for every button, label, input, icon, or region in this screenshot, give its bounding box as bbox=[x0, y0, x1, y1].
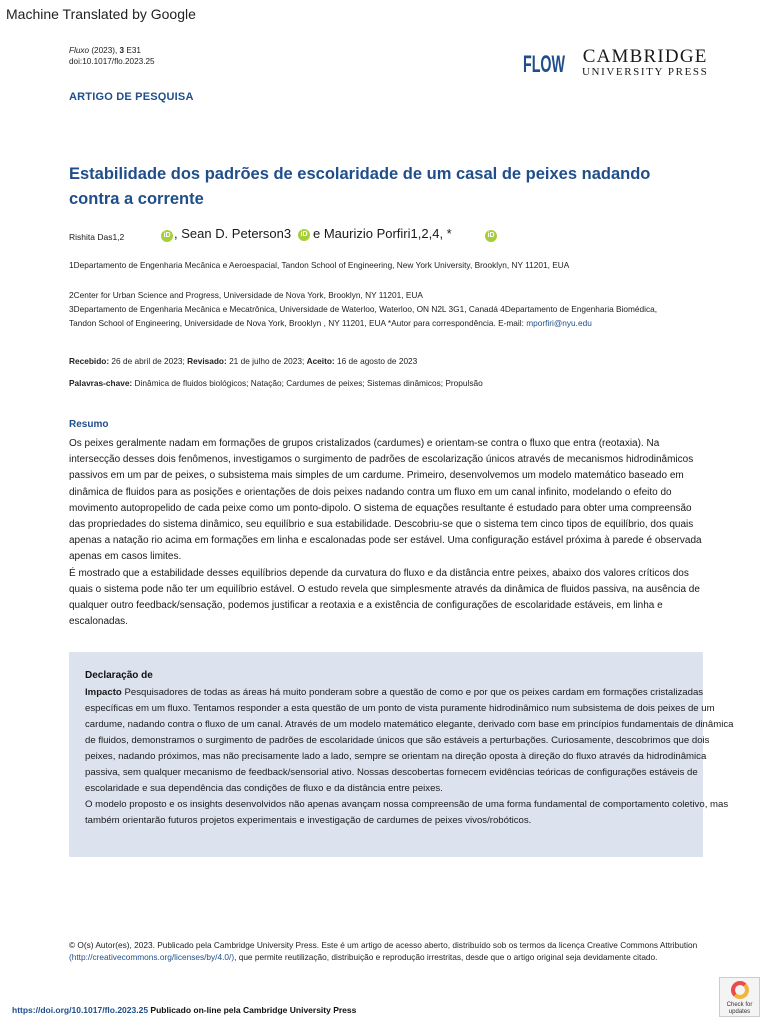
flow-journal-logo bbox=[522, 46, 566, 78]
doi-link[interactable]: https://doi.org/10.1017/flo.2023.25 bbox=[12, 1005, 149, 1015]
affiliation-3 bbox=[69, 302, 669, 330]
journal-name: Fluxo bbox=[69, 46, 90, 55]
revised-label: Revisado: bbox=[187, 356, 227, 366]
impact-heading: Declaração de bbox=[85, 670, 153, 681]
received-date: 26 de abril de 2023; bbox=[111, 356, 185, 366]
journal-volume: 3 bbox=[119, 46, 125, 55]
impact-statement-box bbox=[69, 652, 734, 857]
check-for-updates-button[interactable] bbox=[719, 977, 760, 1017]
orcid-icon[interactable]: iD bbox=[485, 230, 497, 242]
journal-info bbox=[69, 45, 155, 67]
article-title: Estabilidade dos padrões de escolaridade de um casal de peixes nadando contra a corrente bbox=[69, 165, 651, 208]
impact-text: Pesquisadores de todas as áreas há muito ponderam sobre a questão de como e por que os peixes cardam em formações cristalizadas específicas em um fluxo. Tentamos responder a esta questão de um ponto de vista puramente hidrodinâmico num subsistema de dois peixes de um cardume, nadando contra o fluxo de um canal. Através de um modelo matemático elegante, derivado com base em princípios fundamentais de dinâmica de fluidos, demonstramos o surgimento de padrões de escolaridade únicos que são estáveis a perturbações. Curiosamente, descobrimos que dois peixes, nadando próximos, mas não precisamente lado a lado, sempre se orientam na direção oposta à direção do fluxo através da hidrodinâmica passiva, sem qualquer mecanismo de feedback/sensorial ativo. Nossas descobertas fornecem evidências teóricas de configurações estáveis de escolaridade e sua dependência das condições de fluxo e da distância entre peixes. bbox=[85, 687, 734, 794]
license-text-end: , que permite reutilização, distribuição e reprodução irrestritas, desde que o artigo original seja devidamente citado. bbox=[234, 951, 658, 962]
keywords-label: Palavras-chave: bbox=[69, 378, 133, 388]
author-1: Rishita Das1,2 bbox=[69, 232, 125, 242]
journal-doi: doi:10.1017/flo.2023.25 bbox=[69, 57, 155, 66]
crossmark-icon bbox=[731, 981, 749, 999]
cambridge-logo bbox=[582, 47, 708, 78]
cambridge-logo-text: CAMBRIDGE bbox=[582, 46, 708, 67]
abstract-body bbox=[69, 436, 705, 630]
abstract-heading: Resumo bbox=[69, 419, 109, 430]
revised-date: 21 de julho de 2023; bbox=[229, 356, 305, 366]
impact-body bbox=[85, 685, 741, 829]
flow-logo-text: FLOW bbox=[523, 51, 566, 78]
abstract-paragraph: Os peixes geralmente nadam em formações de grupos cristalizados (cardumes) e orientam-se contra o fluxo que entra (reotaxia). Na intersecção desses dois fenômenos, investigamos o surgimento de padrões de escolarização únicos através de mecanismos hidrodinâmicos passivos em um par de peixes, o subsistema mais simples de um cardume. Primeiro, desenvolvemos um modelo matemático baseado em dinâmica de fluidos para as posições e orientações de dois peixes nadando contra um fluxo em um canal infinito, modelando o efeito do movimento autopropelido de cada peixe como um ponto-dipolo. O sistema de equações resultante é estudado para obter uma compreensão das propriedades do sistema dinâmico, seu equilíbrio e sua estabilidade. Descobriu-se que o sistema tem cinco tipos de equilíbrio, dos quais apenas a natação rio acima em formações em linha e escalonadas pode ser estável. Uma configuração estável próxima à parede é observada apenas em casos limites. bbox=[69, 438, 702, 563]
footer-text: Publicado on-line pela Cambridge University Press bbox=[150, 1005, 357, 1015]
license-link[interactable]: (http://creativecommons.org/licenses/by/4.0/) bbox=[69, 951, 235, 962]
author-list bbox=[69, 226, 709, 246]
journal-citation bbox=[69, 45, 155, 56]
check-for-updates-line2: updates bbox=[728, 1008, 751, 1015]
impact-text-2: O modelo proposto e os insights desenvolvidos não apenas avançam nossa compreensão de uma forma fundamental de comportamento coletivo, mas também orientarão futuros projetos experimentais e investigação de cardumes de peixes vivos/robóticos. bbox=[85, 799, 729, 826]
orcid-icon[interactable]: iD bbox=[161, 230, 173, 242]
journal-year: (2023), bbox=[91, 46, 118, 55]
article-dates bbox=[69, 356, 417, 366]
affiliation-1: 1Departamento de Engenharia Mecânica e Aeroespacial, Tandon School of Engineering, New York University, Brooklyn, NY 11201, EUA bbox=[69, 260, 570, 270]
license-notice bbox=[69, 940, 709, 963]
keywords-text: Dinâmica de fluidos biológicos; Natação; Cardumes de peixes; Sistemas dinâmicos; Propulsão bbox=[134, 378, 483, 388]
author-2: , Sean D. Peterson3 bbox=[174, 226, 292, 241]
affiliation-2: 2Center for Urban Science and Progress, Universidade de Nova York, Brooklyn, NY 11201, EUA bbox=[69, 290, 423, 300]
press-logo-text: UNIVERSITY PRESS bbox=[582, 66, 709, 78]
impact-label: Impacto bbox=[85, 687, 122, 698]
machine-translation-banner: Machine Translated by Google bbox=[6, 6, 196, 22]
license-text: © O(s) Autor(es), 2023. Publicado pela Cambridge University Press. Este é um artigo de acesso aberto, distribuído sob os termos da licença Creative Commons Attribution bbox=[69, 940, 698, 950]
check-for-updates-label bbox=[720, 1002, 759, 1015]
journal-article-number: E31 bbox=[126, 46, 141, 55]
orcid-icon[interactable]: iD bbox=[298, 229, 310, 241]
article-type: ARTIGO DE PESQUISA bbox=[69, 91, 194, 103]
accepted-date: 16 de agosto de 2023 bbox=[337, 356, 418, 366]
keywords bbox=[69, 378, 483, 388]
author-3: e Maurizio Porfiri1,2,4, * bbox=[313, 226, 452, 241]
footer bbox=[12, 1005, 356, 1015]
check-for-updates-line1: Check for bbox=[726, 1002, 753, 1008]
abstract-paragraph: É mostrado que a estabilidade desses equilíbrios depende da curvatura do fluxo e da distância entre peixes, abaixo dos valores críticos dos quais o sistema pode não ter um equilíbrio estável. O estudo revela que simplesmente através da dinâmica de fluidos passiva, na ausência de qualquer outro feedback/sensação, podemos justificar a reotaxia e a existência de configurações de escolaridade estáveis, em linha e escalonadas. bbox=[69, 567, 700, 628]
affiliation-3-text: 3Departamento de Engenharia Mecânica e Mecatrônica, Universidade de Waterloo, Waterloo, ON N2L 3G1, Canadá 4Departamento de Engenharia Biomédica, Tandon School of Engineering, Universidade de Nova York, Brooklyn , NY 11201, EUA *Autor para correspondência. E-mail: bbox=[69, 304, 658, 328]
received-label: Recebido: bbox=[69, 356, 110, 366]
corresponding-email[interactable]: mporfiri@nyu.edu bbox=[526, 318, 592, 328]
accepted-label: Aceito: bbox=[306, 356, 335, 366]
